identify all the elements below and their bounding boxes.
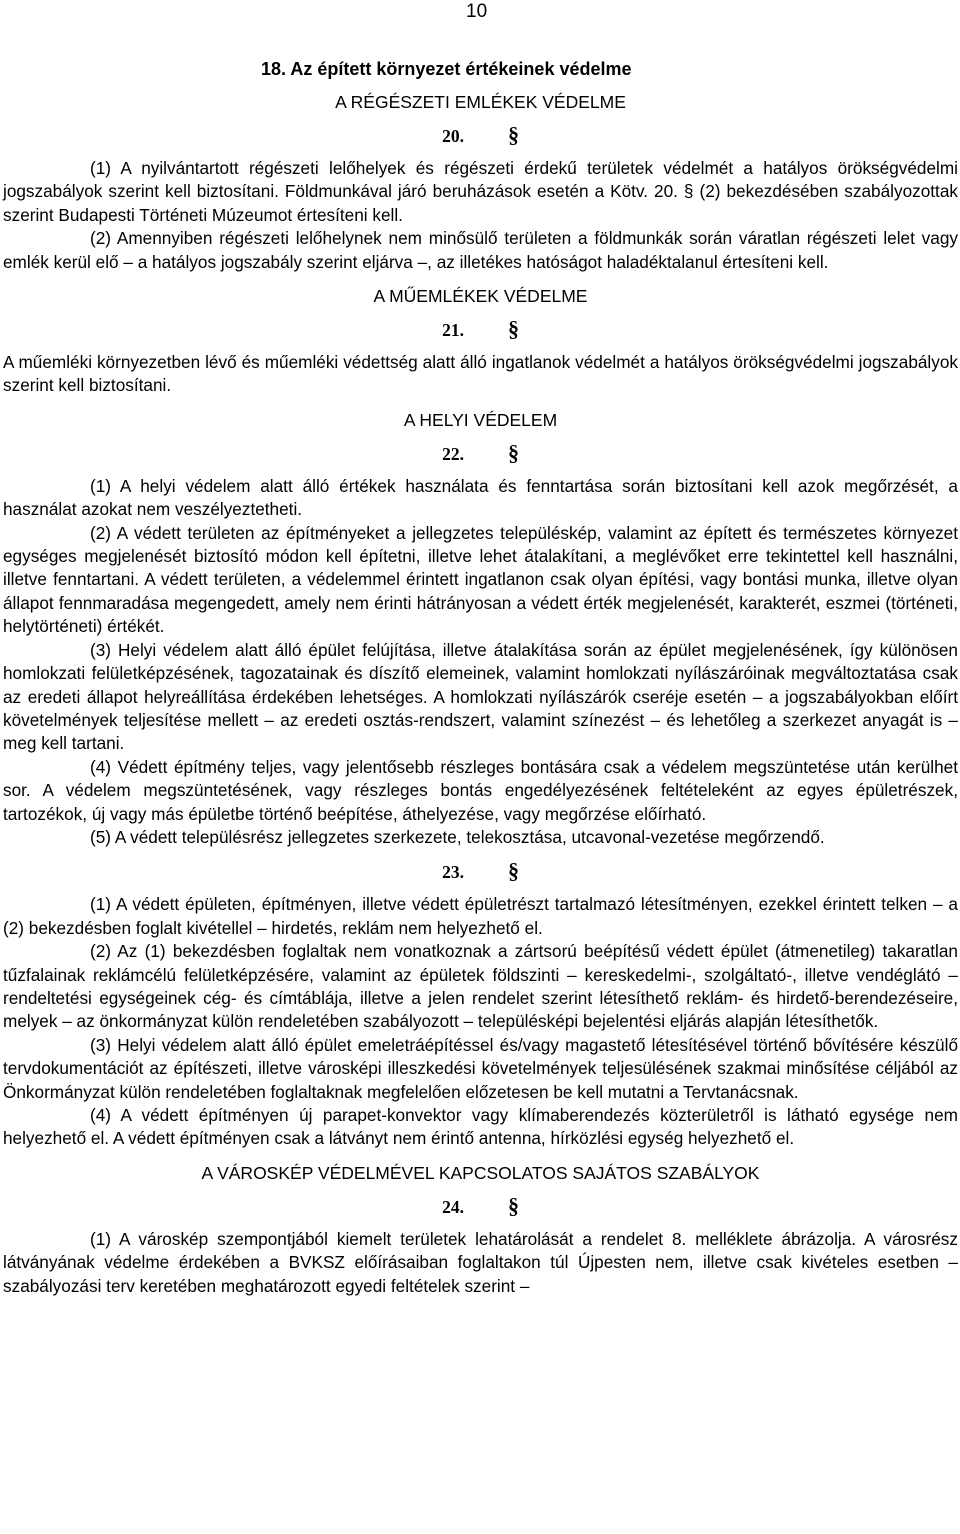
section-number: 22. — [442, 443, 464, 464]
section-20-mark — [3, 123, 958, 148]
section-heading-local-protection: A HELYI VÉDELEM — [403, 409, 558, 430]
paragraph: (4) Védett építmény teljes, vagy jelentősebb részleges bontására csak a védelem megszüntetése után kerülhet sor. A védelem megszüntetésének, vagy részleges bontás engedélyezésének feltételeként az egyes épületrészek, tartozékok, új vagy más épületbe történő beépítése, áthelyezése, vagy megőrzése előírható. — [3, 756, 958, 824]
paragraph: (1) A nyilvántartott régészeti lelőhelyek és régészeti érdekű területek védelmét a hatályos örökségvédelmi jogszabályok szerint kell biztosítani. Földmunkával járó beruházások esetén a Kötv. 20. § (2) bekezdésében szabályozottak szerint Budapesti Történeti Múzeumot értesíteni kell. — [3, 158, 958, 225]
paragraph: (3) Helyi védelem alatt álló épület felújítása, illetve átalakítása során az épület megjelenésének, így különösen homlokzati felületképzésének, tagozatainak és díszítő elemeinek, valamint homlokzati nyílászáróinak megváltoztatása csak az eredeti állapot helyreállítása érdekében lehetséges. A homlokzati nyílászárók cseréje esetén – a jogszabályokban előírt követelmények teljesítése mellett – az eredeti osztás-rendszert, valamint színezést – és lehetőleg a szerkezet anyagát is – meg kell tartani. — [3, 639, 958, 754]
paragraph: (2) Amennyiben régészeti lelőhelynek nem minősülő területen a földmunkák során váratlan régészeti lelet vagy emlék kerül elő – a hatályos jogszabály szerint eljárva –, az illetékes hatóságot haladéktalanul értesíteni kell. — [3, 228, 958, 272]
paragraph: (5) A védett településrész jellegzetes szerkezete, telekosztása, utcavonal-vezetése megőrzendő. — [90, 826, 825, 847]
paragraph: (1) A védett épületen, építményen, illetve védett épületrészt tartalmazó létesítményen, ezekkel érintett telken – a (2) bekezdésben foglalt kivétellel – hirdetés, reklám nem helyezhető el. — [3, 894, 958, 938]
section-number: 23. — [442, 862, 464, 883]
paragraph: (1) A városkép szempontjából kiemelt területek lehatárolását a rendelet 8. melléklete ábrázolja. A városrész látványának védelme érdekében a BVKSZ előírásaiban foglaltakon túl Újpesten nem, illetve csak kivételes esetben – szabályozási terv keretében meghatározott egyedi feltételek szerint – — [3, 1228, 958, 1296]
section-sign-icon: § — [507, 439, 519, 465]
chapter-title: 18. Az épített környezet értékeinek védelme — [261, 59, 632, 79]
section-sign-icon: § — [507, 858, 519, 884]
paragraph: (1) A helyi védelem alatt álló értékek használata és fenntartása során biztosítani kell azok megőrzését, a használat azokat nem veszélyeztetheti. — [3, 475, 958, 520]
paragraph: A műemléki környezetben lévő és műemléki védettség alatt álló ingatlanok védelmét a hatályos örökségvédelmi jogszabályok szerint kell biztosítani. — [3, 352, 958, 396]
page-number: 10 — [466, 1, 488, 22]
section-sign-icon: § — [507, 122, 519, 147]
section-sign-icon: § — [507, 316, 519, 342]
paragraph: (4) A védett építményen új parapet-konvektor vagy klímaberendezés közterületről is látható egysége nem helyezhető el. A védett építményen csak a látványt nem érintő antenna, hírközlési egység helyezhető el. — [3, 1105, 958, 1149]
section-heading-townscape: A VÁROSKÉP VÉDELMÉVEL KAPCSOLATOS SAJÁTOS SZABÁLYOK — [201, 1162, 760, 1183]
section-24-mark — [3, 1194, 958, 1219]
section-23-mark — [3, 859, 958, 884]
section-21-mark — [3, 317, 958, 342]
paragraph: (3) Helyi védelem alatt álló épület emeletráépítéssel és/vagy magastető létesítésével történő bővítésére készülő tervdokumentációt az építészeti, illetve városképi illeszkedési követelmények teljesülésének szakmai minősítése céljából az Önkormányzat külön rendeletében foglaltaknak megfelelően előzetesen be kell mutatni a Tervtanácsnak. — [3, 1034, 958, 1102]
section-heading-archaeology: A RÉGÉSZETI EMLÉKEK VÉDELME — [335, 92, 626, 112]
section-22-mark — [3, 441, 958, 466]
paragraph: (2) A védett területen az építményeket a jellegzetes településkép, valamint az épített és természetes környezet egységes megjelenését biztosító módon kell építetni, illetve lehet átalakítani, a meglévőket erre tekintettel kell használni, illetve fenntartani. A védett területen, a védelemmel érintett ingatlanon csak olyan építési, vagy bontási munka, illetve olyan állapot fennmaradása megengedett, amely nem érinti hátrányosan a védett érték megjelenését, karakterét, eszmei (történeti, helytörténeti) értékét. — [3, 522, 958, 637]
document-body — [3, 57, 958, 1298]
paragraph: (2) Az (1) bekezdésben foglaltak nem vonatkoznak a zártsorú beépítésű védett épület (átmenetileg) takaratlan tűzfalainak reklámcélú felületképzésére, valamint az épületek földszinti – kereskedelmi-, szolgáltató-, illetve vendéglátó – rendeltetési egységeinek cég- és címtáblája, illetve a jelen rendelet szerint létesíthető reklám- és hirdető-berendezéseire, melyek – az önkormányzat külön rendeletében szabályozott – településképi bejelentési eljárás alapján létesíthetők. — [3, 941, 958, 1032]
section-number: 21. — [442, 320, 464, 341]
section-number: 20. — [442, 126, 464, 146]
section-heading-monuments: A MŰEMLÉKEK VÉDELME — [373, 286, 588, 307]
section-sign-icon: § — [507, 1192, 519, 1218]
section-number: 24. — [442, 1196, 464, 1217]
